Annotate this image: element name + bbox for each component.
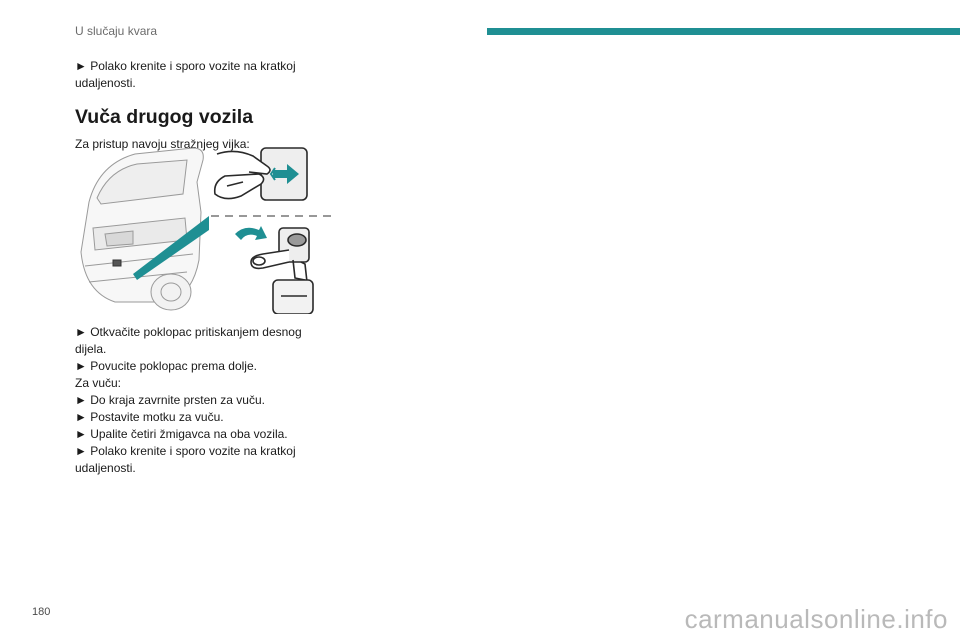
towing-label: Za vuču: (75, 376, 122, 390)
text-column-top (75, 58, 335, 153)
tow-step: ► Postavite motku za vuču. (75, 410, 224, 424)
car-rear-drawing (81, 148, 203, 310)
page-number: 180 (32, 606, 51, 618)
watermark-text: carmanualsonline.info (684, 604, 948, 634)
tow-step: ► Do kraja zavrnite prsten za vuču. (75, 393, 265, 407)
section-heading: Vuča drugog vozila (75, 106, 254, 128)
tow-eye-cover-illustration (75, 142, 333, 314)
tow-step: ► Polako krenite i sporo vozite na kratkoj udaljenosti. (75, 444, 296, 475)
instruction-list (75, 324, 335, 477)
header-accent-bar (487, 28, 960, 35)
cover-step: ► Povucite poklopac prema dolje. (75, 359, 257, 373)
tow-eye-drawing (251, 228, 313, 314)
tow-step: ► Upalite četiri žmigavca na oba vozila. (75, 427, 288, 441)
cover-step: ► Otkvačite poklopac pritiskanjem desnog dijela. (75, 325, 302, 356)
curved-arrow-icon (235, 226, 267, 240)
intro-step: ► Polako krenite i sporo vozite na kratkoj udaljenosti. (75, 59, 296, 90)
section-title: U slučaju kvara (75, 24, 158, 38)
access-text: Za pristup navoju stražnjeg vijka: (75, 137, 250, 151)
